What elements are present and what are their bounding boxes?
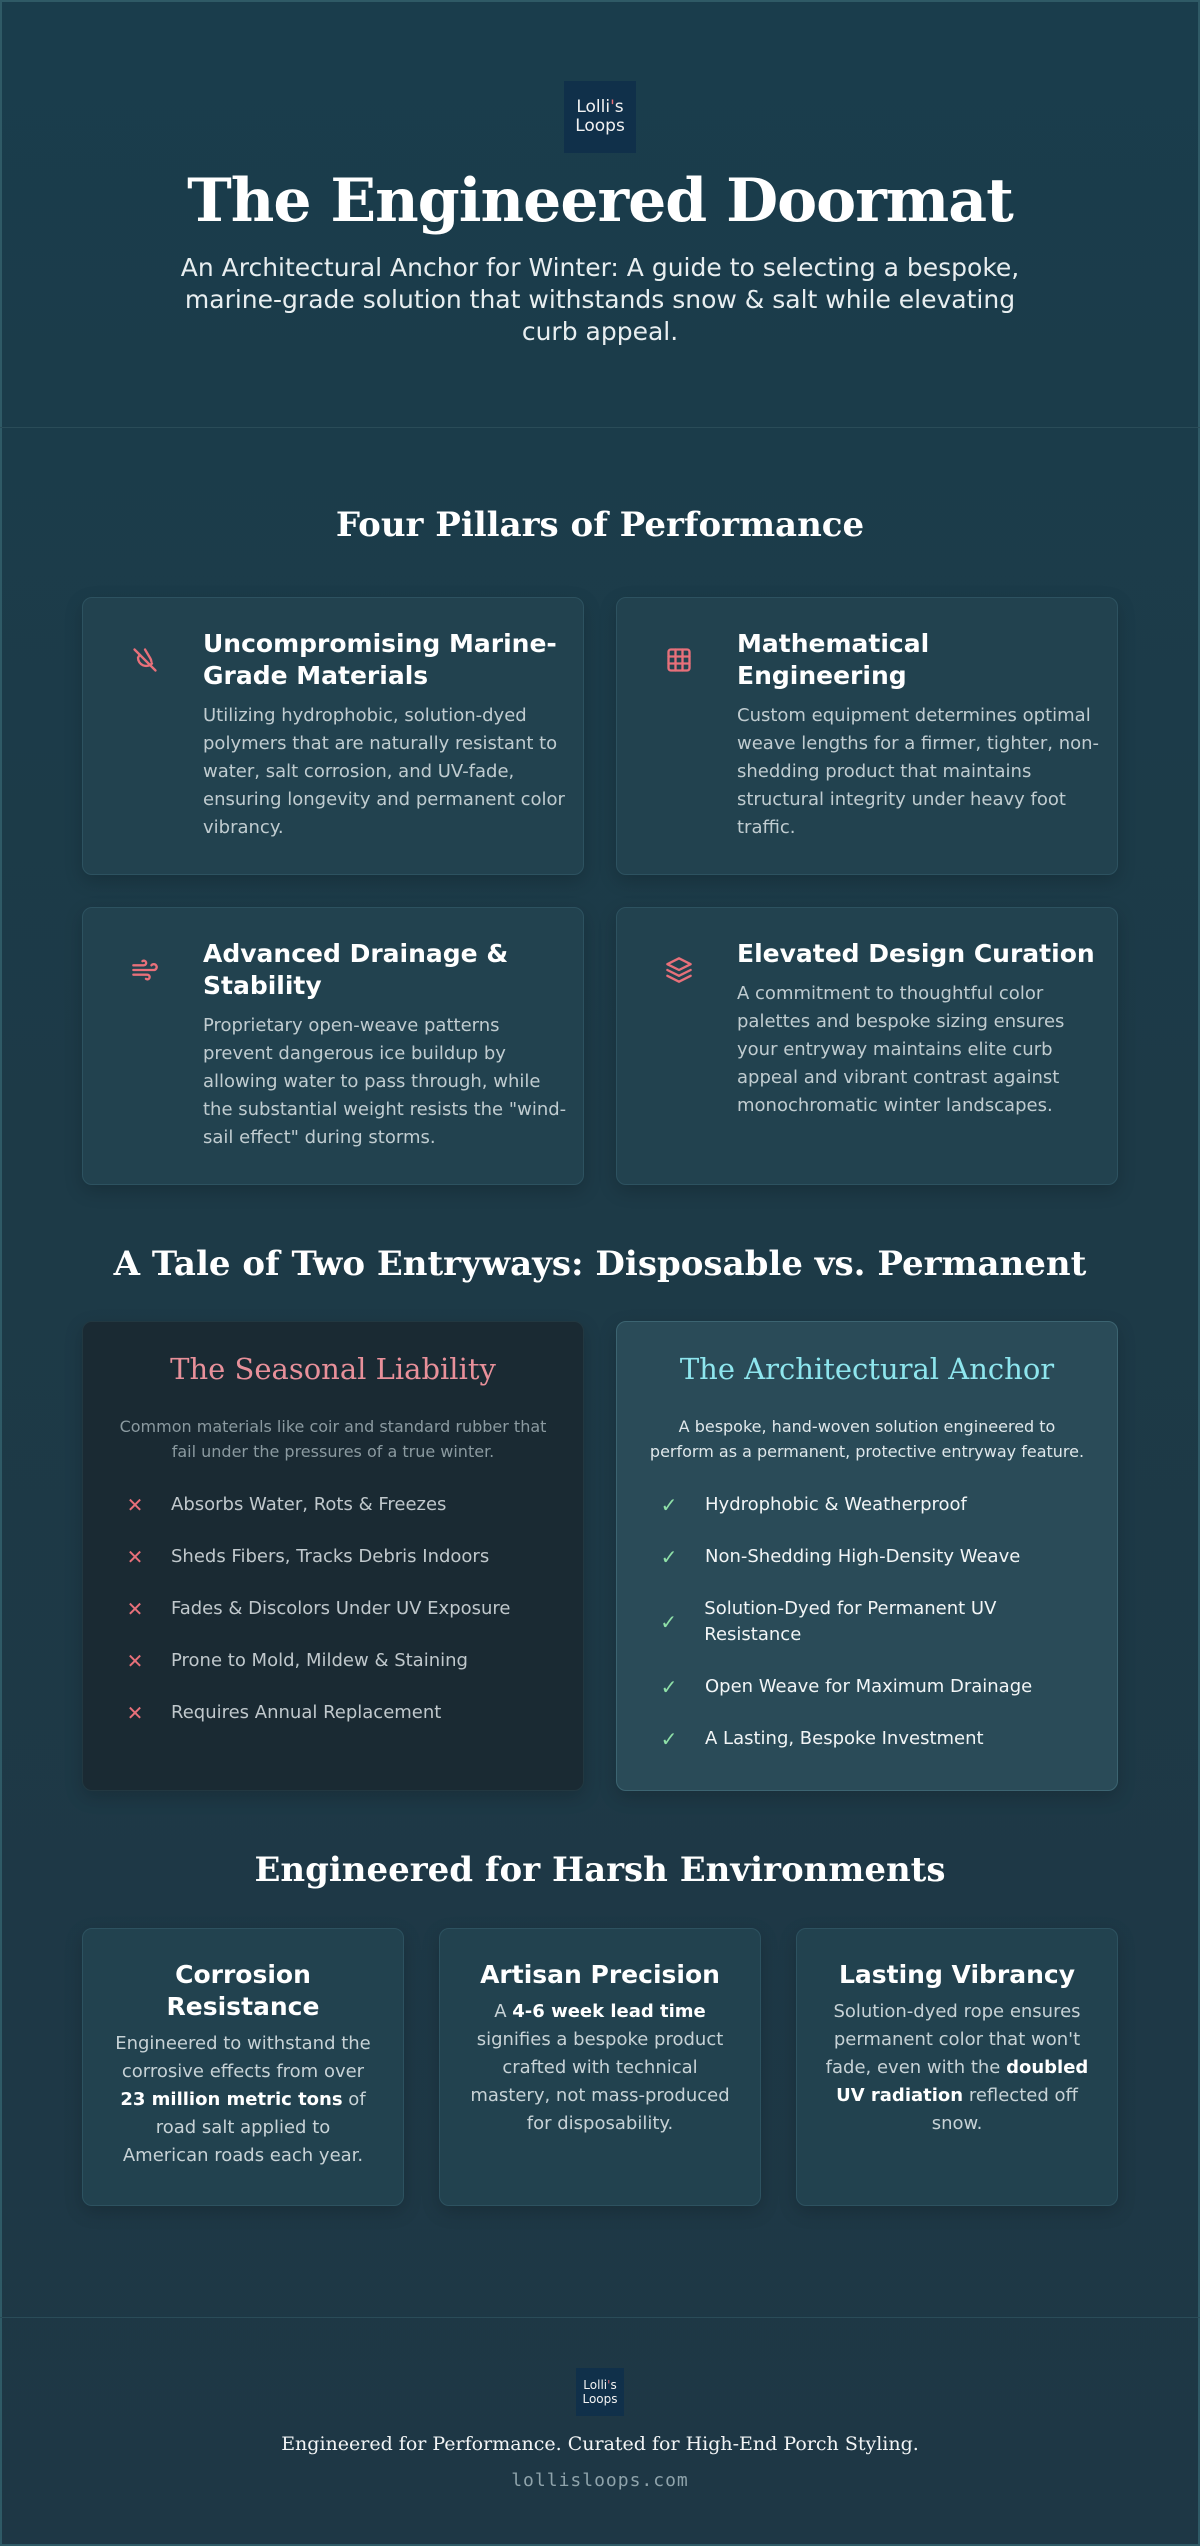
env-title: Lasting Vibrancy: [838, 1960, 1076, 1989]
env-title: Artisan Precision: [480, 1960, 720, 1989]
env-title: Corrosion Resistance: [166, 1960, 320, 2021]
list-item: ✓ Open Weave for Maximum Drainage: [657, 1674, 1087, 1700]
list-item: ✓ Hydrophobic & Weatherproof: [657, 1492, 1087, 1518]
pillars-heading: Four Pillars of Performance: [335, 505, 865, 545]
list-item: ✓ Solution-Dyed for Permanent UV Resistance: [657, 1596, 1087, 1648]
list-item: ✕ Prone to Mold, Mildew & Staining: [123, 1648, 553, 1674]
x-icon: ✕: [126, 1545, 144, 1569]
pillar-text: Custom equipment determines optimal weave lengths for a firmer, tighter, non-shedding product that maintains structural integrity under heavy foot traffic.: [737, 705, 1100, 838]
pillar-card-engineering: [616, 597, 1118, 875]
page-subtitle: An Architectural Anchor for Winter: A guide to selecting a bespoke, marine-grade solution that withstands snow & salt while elevating curb appeal.: [180, 253, 1020, 346]
page-header: [0, 0, 1200, 428]
check-icon: ✓: [660, 1545, 678, 1569]
x-icon: ✕: [126, 1649, 144, 1673]
check-icon: ✓: [660, 1727, 678, 1751]
pillar-title: Uncompromising Marine-Grade Materials: [203, 629, 557, 690]
check-icon: ✓: [660, 1493, 678, 1517]
env-card-corrosion: [82, 1928, 404, 2206]
pillar-text: Utilizing hydrophobic, solution-dyed polymers that are naturally resistant to water, salt corrosion, and UV-fade, ensuring longevity and permanent color vibrancy.: [203, 705, 565, 838]
list-item: ✕ Sheds Fibers, Tracks Debris Indoors: [123, 1544, 553, 1570]
footer-logo[interactable]: Lolli's Loops: [576, 2368, 624, 2416]
list-item: ✓ Non-Shedding High-Density Weave: [657, 1544, 1087, 1570]
env-text: Engineered to withstand the corrosive effects from over 23 million metric tons of road salt applied to American roads each year.: [115, 2033, 371, 2166]
brand-logo[interactable]: Lolli's Loops: [564, 81, 636, 153]
footer-tagline: Engineered for Performance. Curated for High-End Porch Styling.: [281, 2433, 919, 2455]
comparison-card-permanent: [616, 1321, 1118, 1791]
env-text: Solution-dyed rope ensures permanent color that won't fade, even with the doubled UV radiation reflected off snow.: [825, 2001, 1089, 2134]
pillar-card-design: [616, 907, 1118, 1185]
check-icon: ✓: [660, 1610, 678, 1634]
pillar-title: Advanced Drainage & Stability: [203, 939, 509, 1000]
list-item: ✕ Absorbs Water, Rots & Freezes: [123, 1492, 553, 1518]
footer-divider: [0, 2317, 1200, 2318]
comparison-title: The Architectural Anchor: [679, 1352, 1055, 1386]
x-icon: ✕: [126, 1701, 144, 1725]
wind-icon: [131, 956, 159, 984]
pillar-title: Elevated Design Curation: [737, 939, 1095, 968]
grid-icon: [665, 646, 693, 674]
pillar-card-materials: [82, 597, 584, 875]
comparison-description: A bespoke, hand-woven solution engineered to perform as a permanent, protective entryway feature.: [649, 1417, 1085, 1461]
comparison-list: [123, 1492, 553, 1752]
comparison-card-disposable: [82, 1321, 584, 1791]
droplet-slash-icon: [131, 646, 159, 674]
pillar-card-drainage: [82, 907, 584, 1185]
list-item: ✕ Requires Annual Replacement: [123, 1700, 553, 1726]
comparison-description: Common materials like coir and standard rubber that fail under the pressures of a true winter.: [119, 1417, 547, 1461]
x-icon: ✕: [126, 1493, 144, 1517]
pillar-text: Proprietary open-weave patterns prevent dangerous ice buildup by allowing water to pass through, while the substantial weight resists the "wind-sail effect" during storms.: [203, 1015, 567, 1148]
list-item: ✓ A Lasting, Bespoke Investment: [657, 1726, 1087, 1752]
env-card-vibrancy: [796, 1928, 1118, 2206]
x-icon: ✕: [126, 1597, 144, 1621]
env-text: A 4-6 week lead time signifies a bespoke product crafted with technical mastery, not mass-produced for disposability.: [470, 2001, 730, 2134]
list-item: ✕ Fades & Discolors Under UV Exposure: [123, 1596, 553, 1622]
environments-heading: Engineered for Harsh Environments: [254, 1850, 946, 1890]
footer-url-link[interactable]: lollisloops.com: [511, 2470, 689, 2491]
comparison-title: The Seasonal Liability: [170, 1352, 496, 1386]
comparison-list: [657, 1492, 1087, 1778]
page-title: The Engineered Doormat: [187, 166, 1013, 236]
check-icon: ✓: [660, 1675, 678, 1699]
comparison-heading: A Tale of Two Entryways: Disposable vs. Permanent: [113, 1244, 1087, 1284]
pillar-text: A commitment to thoughtful color palettes and bespoke sizing ensures your entryway maintains elite curb appeal and vibrant contrast against monochromatic winter landscapes.: [737, 983, 1065, 1116]
env-card-precision: [439, 1928, 761, 2206]
layers-icon: [665, 956, 693, 984]
pillar-title: Mathematical Engineering: [737, 629, 930, 690]
